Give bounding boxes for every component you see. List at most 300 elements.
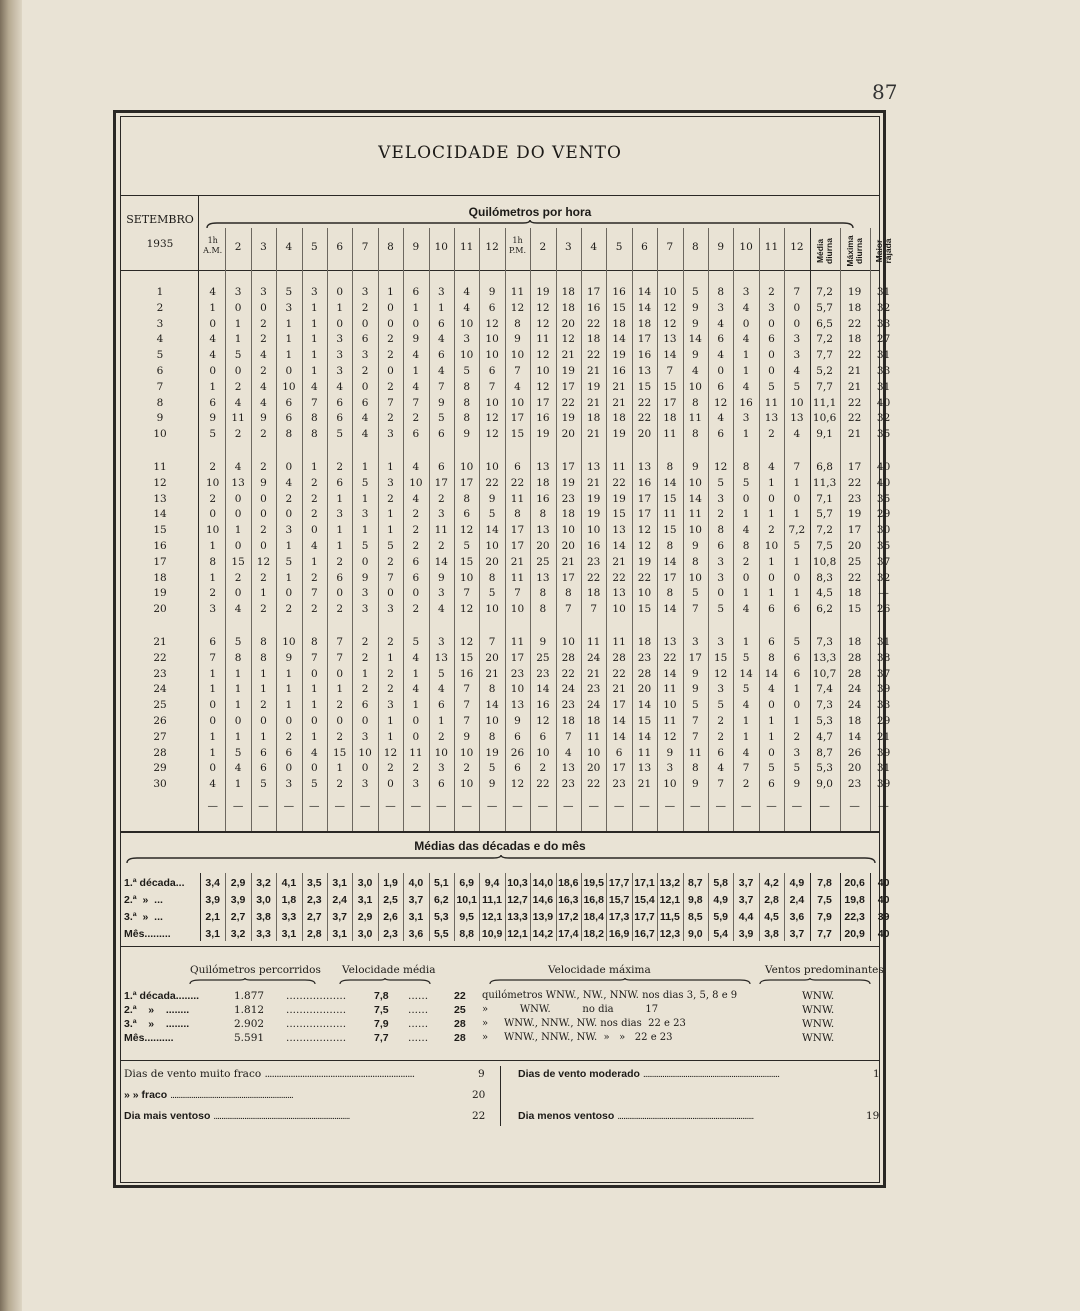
hour-cell: 11 [688,508,702,521]
average-cell: 17,2 [558,911,579,923]
hour-cell: 4 [717,317,725,330]
summary-km: 2.902 [234,1018,265,1030]
day-cell: 11 [153,461,167,473]
gust-cell: 32 [876,571,891,584]
mean-cell: 4,5 [816,587,833,600]
summary-vmax: 28 [454,1018,466,1030]
hour-cell: 2 [260,365,267,377]
day-cell: 15 [153,524,167,537]
average-label: 1.ª década... [124,877,185,889]
average-cell: 2,1 [205,911,220,923]
hour-cell: 0 [768,317,775,330]
hour-cell: 10 [460,317,474,330]
hour-cell: 23 [510,667,525,680]
day-cell: 27 [153,730,167,743]
hour-cell: 23 [561,778,575,791]
hour-cell: 4 [793,365,801,377]
average-cell: 16,3 [558,894,579,906]
hour-cell: 12 [460,636,474,648]
average-cell: 9,0 [687,928,703,940]
hour-cell: 19 [587,492,601,505]
hour-header: 12 [790,241,804,253]
hour-cell: 20 [536,540,550,552]
hour-cell: 5 [691,587,699,600]
hour-cell: 13 [663,333,677,346]
average-column-rule [454,873,455,941]
hour-cell: 15 [460,651,474,664]
page-title: VELOCIDADE DO VENTO [378,143,622,163]
hour-cell: 11 [663,683,677,696]
hour-cell: 2 [387,333,394,346]
hour-cell: 6 [717,428,725,441]
hour-cell: 2 [209,492,217,505]
hour-cell: 6 [793,603,801,616]
hour-cell: 5 [717,603,725,616]
max-cell: 18 [847,301,862,314]
average-cell: 3,7 [738,894,754,906]
hour-cell: 3 [387,603,394,616]
hour-cell: 7 [488,380,496,393]
hour-cell: 18 [561,301,575,314]
hour-cell: 10 [688,571,702,584]
hour-cell: 4 [260,396,267,409]
hour-cell: 1 [260,587,267,600]
hour-cell: 1 [793,587,801,600]
hour-cell: 16 [637,476,652,489]
empty-dash: — [563,800,574,812]
hour-cell: 6 [336,476,344,489]
hour-cell: 9 [463,730,471,743]
hour-cell: 3 [336,349,344,362]
hour-cell: 8 [488,683,496,696]
mean-cell: 10,7 [812,667,837,680]
hour-cell: 23 [637,651,652,664]
hour-cell: 4 [234,762,242,775]
hour-cell: 17 [561,571,575,584]
average-label: Mês......... [124,928,171,940]
hour-cell: 8 [463,380,471,393]
hour-cell: 5 [717,699,725,712]
mean-cell: 5,7 [816,301,833,314]
hour-header: 5 [615,241,623,253]
hour-cell: 21 [587,476,601,489]
average-cell: 3,3 [256,928,271,940]
hour-cell: 2 [310,476,318,489]
average-column-rule [606,873,607,941]
day-cell: 19 [153,587,167,600]
hour-cell: 8 [310,412,318,425]
average-cell: 2,8 [764,894,779,906]
hour-cell: 7 [742,762,750,775]
average-cell: 2,4 [789,894,805,906]
hour-cell: 14 [688,333,702,346]
hour-cell: 3 [437,636,445,648]
stat-header: Média diurna [814,238,834,264]
hour-cell: 2 [336,461,344,473]
average-gust: 40 [877,894,890,906]
hour-cell: 6 [717,746,725,759]
day-cell: 5 [156,349,164,362]
hour-cell: 1 [768,508,775,521]
average-cell: 12,1 [481,911,503,923]
hour-cell: 8 [463,492,471,505]
hour-cell: 10 [434,746,448,759]
hour-cell: 9 [412,333,420,346]
leader-dots: ...... [408,1018,429,1030]
hour-cell: 0 [717,365,725,377]
hour-cell: 5 [463,540,471,552]
hour-cell: 8 [691,396,699,409]
leader-dots: .................. [286,1004,347,1016]
hour-cell: 14 [764,667,779,680]
hour-cell: 21 [612,396,626,409]
average-cell: 2,9 [357,911,373,923]
average-column-rule [302,873,303,941]
average-column-rule [870,873,871,941]
average-cell: 3,4 [205,877,220,889]
gust-cell: 31 [876,286,891,298]
hour-cell: 1 [336,524,344,537]
average-cell: 14,2 [532,928,554,940]
average-cell: 2,7 [230,911,246,923]
max-cell: 15 [847,603,862,616]
hour-cell: 5 [260,778,267,791]
hour-cell: 8 [691,428,699,441]
hour-cell: 5 [361,476,369,489]
hour-cell: 7 [437,380,445,393]
day-cell: 24 [153,683,167,696]
hour-cell: 22 [612,476,626,489]
mean-cell: 7,2 [816,286,833,298]
hour-cell: 13 [587,461,601,473]
average-cell: 17,7 [608,877,630,889]
hour-cell: 4 [310,746,318,759]
mean-cell: 7,1 [816,492,833,505]
mais-ventoso-text: Dia mais ventoso [124,1110,211,1122]
hour-cell: 23 [612,778,626,791]
hour-cell: 8 [310,636,318,648]
hour-cell: 22 [612,571,626,584]
hour-cell: 2 [336,778,344,791]
hour-cell: 1 [234,778,242,791]
hour-cell: 0 [285,508,293,521]
hour-cell: 13 [510,699,525,712]
average-column-rule [683,873,684,941]
hour-cell: 3 [717,555,725,568]
average-column-rule [327,873,328,941]
gust-cell: 35 [876,428,891,441]
hour-cell: 9 [260,476,267,489]
hour-header: 2 [539,241,547,253]
average-cell: 3,3 [281,911,297,923]
hour-cell: 3 [412,778,420,791]
hour-header: 11 [460,241,474,253]
average-cell: 3,1 [408,911,424,923]
hour-cell: 5 [742,476,750,489]
hour-cell: 13 [434,651,448,664]
hour-cell: 4 [361,412,369,425]
gust-cell: 26 [876,603,891,616]
hour-cell: 18 [637,317,652,330]
average-column-rule [784,873,785,941]
mean-cell: 6,2 [816,603,833,616]
average-cell: 3,1 [332,928,347,940]
hour-cell: 0 [336,286,344,298]
hour-cell: 22 [637,571,652,584]
hour-cell: 0 [387,317,394,330]
max-cell: 17 [847,524,862,537]
hour-cell: 0 [361,380,369,393]
summary-km: 1.812 [234,1004,265,1016]
hour-cell: 4 [209,286,217,298]
hour-cell: 5 [691,286,699,298]
average-cell: 5,3 [433,911,449,923]
hour-cell: 9 [691,301,699,314]
hour-cell: 6 [336,412,344,425]
hour-cell: 13 [536,524,550,537]
hour-cell: 10 [637,587,652,600]
hour-cell: 10 [663,286,677,298]
hour-cell: 6 [539,730,547,743]
hour-cell: 7 [336,636,344,648]
hour-cell: 10 [764,540,779,552]
hour-cell: 2 [412,603,420,616]
hour-cell: 15 [510,428,525,441]
hour-cell: 4 [437,603,445,616]
day-cell: 17 [153,555,167,568]
hour-cell: 6 [793,651,801,664]
max-cell: 21 [847,428,862,441]
average-cell: 4,9 [789,877,805,889]
hour-cell: 12 [460,524,474,537]
hour-cell: 19 [587,508,601,521]
hour-cell: 5 [742,651,750,664]
hour-cell: 17 [510,651,525,664]
hour-cell: 2 [412,540,420,552]
hour-cell: 13 [790,412,804,425]
hour-cell: 10 [485,603,499,616]
hour-cell: 16 [587,301,601,314]
hour-cell: 1 [285,571,293,584]
hour-cell: 8 [539,508,547,521]
hour-cell: 2 [768,428,775,441]
mean-cell: 9,1 [816,428,833,441]
hour-cell: 2 [260,333,267,346]
max-cell: 28 [847,667,862,680]
hour-cell: 2 [336,603,344,616]
hour-cell: 5 [412,636,420,648]
hour-cell: 11 [663,428,677,441]
average-max: 20,9 [844,928,865,940]
hour-cell: 1 [234,699,242,712]
summary-vmax: 22 [454,990,466,1002]
average-cell: 6,2 [433,894,449,906]
hour-cell: 20 [561,317,575,330]
hour-cell: 3 [717,683,725,696]
hour-cell: 12 [714,461,728,473]
hour-cell: 1 [209,730,217,743]
average-cell: 16,9 [608,928,630,940]
hour-cell: 4 [310,540,318,552]
empty-dash: — [334,800,345,812]
hour-cell: 4 [361,428,369,441]
hour-cell: 10 [485,333,499,346]
hour-cell: 4 [412,651,420,664]
hour-cell: 1 [437,301,445,314]
hour-cell: 2 [234,428,242,441]
hour-cell: 6 [514,730,521,743]
hour-cell: 9 [539,636,547,648]
menos-ventoso-text: Dia menos ventoso [518,1110,615,1122]
gust-cell: 35 [876,540,891,552]
gust-cell: 32 [876,412,891,425]
average-cell: 3,7 [789,928,805,940]
hour-cell: 1 [793,715,801,727]
fraco-text: » » fraco [124,1089,168,1101]
hour-cell: 6 [615,746,623,759]
hour-cell: 0 [209,715,217,727]
max-cell: 21 [847,365,862,377]
year-label: 1935 [146,238,174,250]
hour-cell: 5 [437,667,445,680]
hour-cell: 5 [793,636,801,648]
average-mean: 7,8 [817,877,832,889]
hour-cell: 1 [336,540,344,552]
hour-cell: 15 [460,555,474,568]
hour-cell: 6 [336,571,344,584]
hour-cell: 3 [793,349,801,362]
average-column-rule [810,873,811,941]
hour-cell: 1 [412,667,420,680]
hour-cell: 1 [793,508,801,521]
hour-cell: 0 [768,571,775,584]
empty-dash: — [613,800,625,812]
hour-cell: 11 [688,412,702,425]
group-header: Quilómetros por hora [468,205,592,219]
hour-cell: 18 [587,587,601,600]
hour-cell: 7 [717,778,725,791]
hour-cell: 3 [336,508,344,521]
hour-cell: 20 [587,762,601,775]
hour-cell: 15 [612,301,626,314]
hour-cell: 11 [587,636,601,648]
mean-cell: 7,2 [816,333,833,346]
hour-cell: 8 [539,603,547,616]
hour-cell: 0 [793,699,801,712]
gust-cell: 31 [876,636,891,648]
leader-dots: .................. [286,1032,347,1044]
hour-cell: 16 [612,286,626,298]
average-cell: 3,7 [332,911,347,923]
hour-cell: 3 [361,508,369,521]
hour-cell: 14 [637,699,652,712]
mean-cell: 10,6 [812,412,837,425]
hour-cell: 11 [510,571,525,584]
hour-cell: 2 [260,603,267,616]
hour-cell: 13 [637,461,652,473]
average-cell: 3,5 [306,877,322,889]
hour-cell: 4 [742,301,750,314]
average-cell: 3,2 [230,928,246,940]
hour-cell: 6 [488,301,496,314]
hour-cell: 11 [663,508,677,521]
hour-cell: 1 [310,683,318,696]
hour-header: 4 [590,241,598,253]
hour-cell: 1 [768,476,775,489]
hour-cell: 17 [460,476,474,489]
hour-cell: 0 [742,317,750,330]
hour-cell: 0 [336,715,344,727]
max-cell: 18 [847,333,862,346]
hour-cell: 1 [285,349,293,362]
hour-cell: 1 [742,508,750,521]
hour-cell: 8 [666,461,674,473]
hour-cell: 1 [336,762,344,775]
hour-cell: 14 [434,555,448,568]
average-cell: 4,5 [764,911,779,923]
hour-cell: 4 [412,683,420,696]
hour-cell: 22 [485,476,499,489]
hour-cell: 7 [564,730,572,743]
hour-cell: 17 [510,540,525,552]
hour-cell: 0 [234,301,242,314]
average-cell: 13,2 [659,877,681,889]
hour-cell: 18 [587,333,601,346]
hour-cell: 5 [717,476,725,489]
hour-cell: 13 [663,636,677,648]
average-cell: 5,1 [433,877,449,889]
day-cell: 18 [153,571,167,584]
summary-label: 2.ª » ........ [124,1004,190,1016]
hour-cell: 8 [717,286,725,298]
hour-cell: 1 [310,333,318,346]
average-cell: 3,7 [408,894,424,906]
book-spine [0,0,22,1311]
hour-cell: 12 [485,428,499,441]
average-cell: 3,0 [256,894,271,906]
hour-cell: 6 [437,461,445,473]
average-cell: 11,1 [482,894,503,906]
hour-cell: 13 [561,762,575,775]
hour-cell: 14 [663,349,677,362]
hour-cell: 2 [717,715,725,727]
hour-cell: 17 [612,762,626,775]
leader-dots: ...... [408,1004,429,1016]
mean-cell: 5,3 [816,715,833,727]
hour-cell: 4 [234,603,242,616]
max-cell: 21 [847,380,862,393]
hour-cell: 0 [260,301,267,314]
hour-cell: 12 [485,412,499,425]
hour-cell: 14 [739,667,753,680]
hour-cell: 10 [587,524,601,537]
averages-title: Médias das décadas e do mês [414,839,586,853]
hour-header: 6 [641,241,648,253]
hour-cell: 1 [285,540,293,552]
hour-cell: 9 [209,412,217,425]
hour-cell: 12 [637,524,652,537]
hour-cell: 8 [488,730,496,743]
mean-cell: 10,8 [812,555,837,568]
hour-header: 10 [434,241,448,253]
hour-cell: 1 [209,571,217,584]
hour-cell: 19 [561,476,575,489]
hour-cell: 1 [793,476,801,489]
hour-cell: 8 [310,428,318,441]
hour-cell: 9 [691,667,699,680]
hour-cell: 3 [691,636,699,648]
hour-cell: 0 [412,587,420,600]
